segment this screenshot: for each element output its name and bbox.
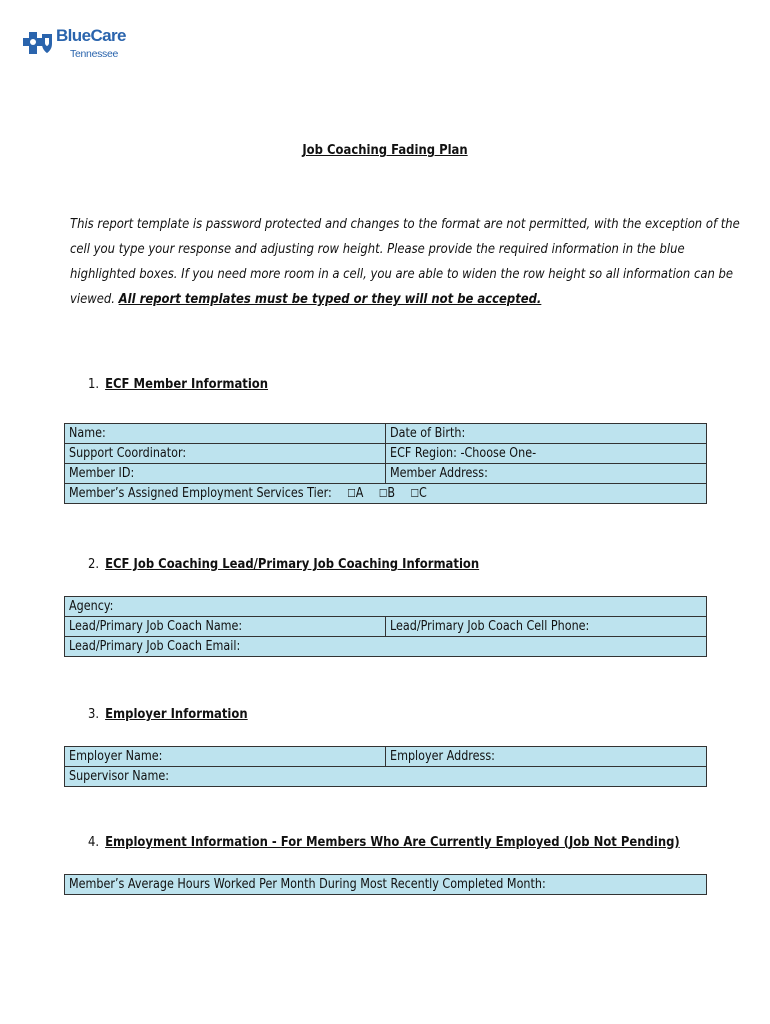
date-of-birth-field[interactable]: Date of Birth: <box>386 424 707 444</box>
section-1-heading <box>88 376 268 392</box>
employer-address-field[interactable]: Employer Address: <box>386 747 707 767</box>
intro-line: cell you type your response and adjusting row height. Please provide the required information in the blue <box>70 241 685 257</box>
employer-table <box>64 746 707 787</box>
support-coordinator-field[interactable]: Support Coordinator: <box>65 444 386 464</box>
table-row <box>65 597 707 617</box>
ecf-region-select[interactable]: ECF Region: -Choose One- <box>386 444 707 464</box>
job-coach-table <box>64 596 707 657</box>
coach-name-field[interactable]: Lead/Primary Job Coach Name: <box>65 617 386 637</box>
table-row <box>65 444 707 464</box>
intro-line: This report template is password protected and changes to the format are not permitted, with the exception of the <box>70 216 740 232</box>
checkbox-icon: ☐ <box>378 487 388 500</box>
logo-brand-text: BlueCare <box>56 26 126 45</box>
employer-name-field[interactable]: Employer Name: <box>65 747 386 767</box>
name-field[interactable]: Name: <box>65 424 386 444</box>
cross-shield-icon <box>16 26 56 66</box>
member-info-table <box>64 423 707 504</box>
agency-field[interactable]: Agency: <box>65 597 707 617</box>
employment-table <box>64 874 707 895</box>
table-row <box>65 875 707 895</box>
logo-sub-text: Tennessee <box>70 48 119 60</box>
section-label: ECF Member Information <box>105 376 269 392</box>
table-row <box>65 767 707 787</box>
table-row <box>65 747 707 767</box>
tier-b-checkbox[interactable]: ☐B <box>378 486 396 501</box>
section-4-heading <box>88 834 680 850</box>
intro-line-prefix: viewed. <box>70 291 115 307</box>
section-2-heading <box>88 556 479 572</box>
tier-c-checkbox[interactable]: ☐C <box>410 486 427 501</box>
table-row <box>65 424 707 444</box>
table-row <box>65 617 707 637</box>
section-number: 2. <box>88 556 100 572</box>
section-number: 4. <box>88 834 100 850</box>
table-row <box>65 464 707 484</box>
section-label: Employer Information <box>105 706 248 722</box>
section-label: Employment Information - For Members Who Are Currently Employed (Job Not Pending) <box>105 834 680 850</box>
table-row <box>65 637 707 657</box>
employment-tier-row <box>65 484 707 504</box>
typed-warning: All report templates must be typed or they will not be accepted. <box>118 291 542 307</box>
intro-line: highlighted boxes. If you need more room in a cell, you are able to widen the row height so all information can be <box>70 266 734 282</box>
checkbox-icon: ☐ <box>410 487 420 500</box>
member-address-field[interactable]: Member Address: <box>386 464 707 484</box>
section-number: 1. <box>88 376 100 392</box>
supervisor-name-field[interactable]: Supervisor Name: <box>65 767 707 787</box>
intro-paragraph <box>70 212 740 312</box>
coach-phone-field[interactable]: Lead/Primary Job Coach Cell Phone: <box>386 617 707 637</box>
average-hours-field[interactable]: Member’s Average Hours Worked Per Month During Most Recently Completed Month: <box>65 875 707 895</box>
intro-line-last <box>70 287 698 312</box>
checkbox-icon: ☐ <box>347 487 356 500</box>
coach-email-field[interactable]: Lead/Primary Job Coach Email: <box>65 637 707 657</box>
tier-a-checkbox[interactable]: ☐A <box>347 486 364 501</box>
section-3-heading <box>88 706 248 722</box>
tier-label: Member’s Assigned Employment Services Tier: <box>69 486 332 501</box>
section-label: ECF Job Coaching Lead/Primary Job Coaching Information <box>105 556 480 572</box>
section-number: 3. <box>88 706 100 722</box>
page-title: Job Coaching Fading Plan <box>302 142 468 158</box>
table-row <box>65 484 707 504</box>
member-id-field[interactable]: Member ID: <box>65 464 386 484</box>
bluecare-tennessee-logo <box>16 26 126 70</box>
